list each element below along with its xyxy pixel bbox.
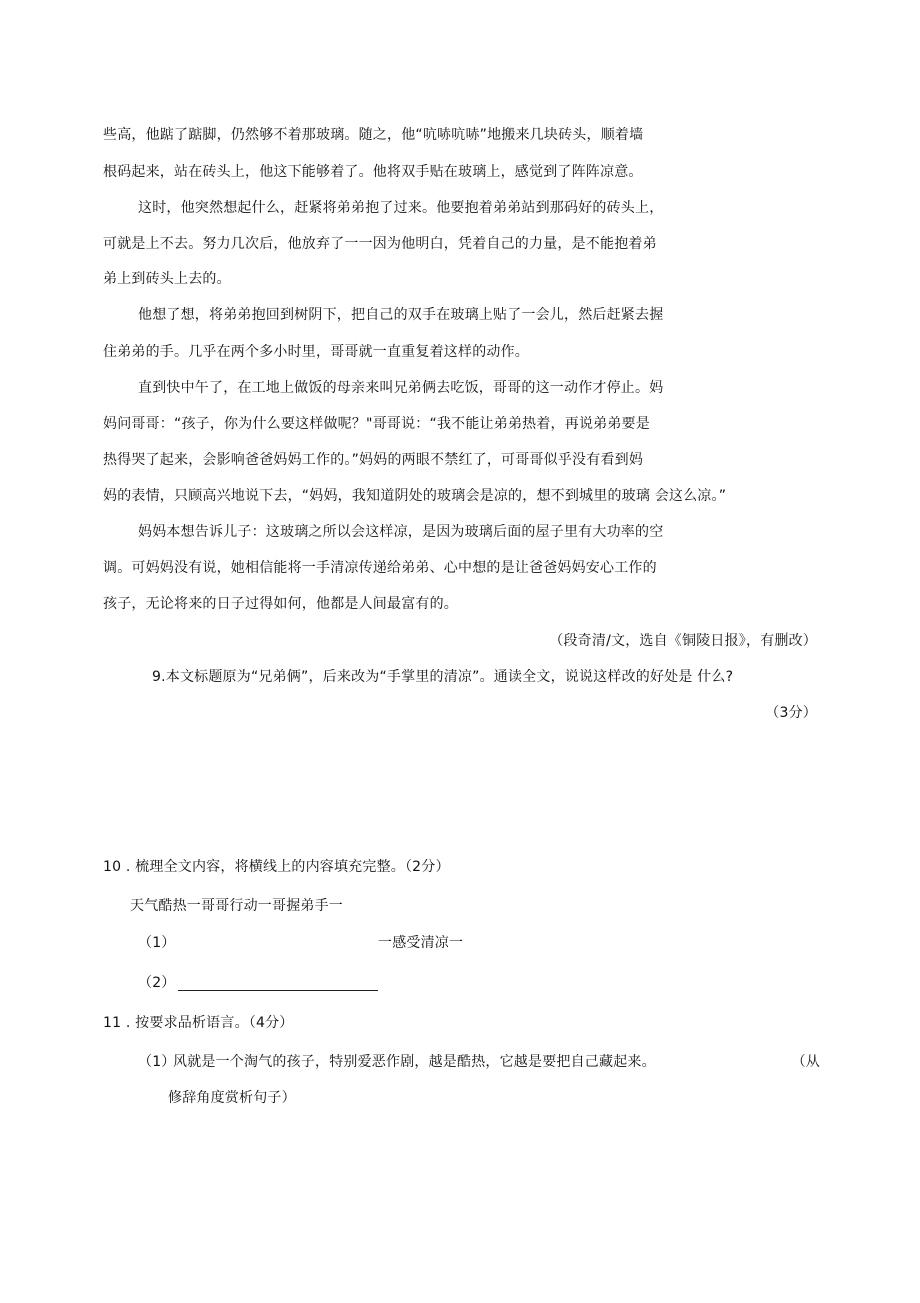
story-line: 妈的表情，只顾高兴地说下去，“妈妈，我知道阴处的玻璃会是凉的，想不到城里的玻璃 会这么凉。” [103,488,727,504]
answer-blank-line[interactable] [178,990,378,991]
story-line: 根码起来，站在砖头上，他这下能够着了。他将双手贴在玻璃上，感觉到了阵阵凉意。 [103,164,643,180]
story-line: 妈妈本想告诉儿子：这玻璃之所以会这样凉，是因为玻璃后面的屋子里有大功率的空 [138,524,664,540]
story-line: 弟上到砖头上去的。 [103,271,231,287]
story-line: 这时，他突然想起什么，赶紧将弟弟抱了过来。他要抱着弟弟站到那码好的砖头上， [138,200,664,216]
question-11: 11 . 按要求品析语言。（4分） [103,1015,294,1031]
question-10-item1-tail: 一感受清凉一 [378,935,464,951]
question-10-item2-label: （2） [138,975,176,991]
story-line: 可就是上不去。努力几次后，他放弃了一一因为他明白，凭着自己的力量，是不能抱着弟 [103,236,657,252]
question-11-item1-hint: （从 [791,1054,820,1070]
question-10-flow: 天气酷热一哥哥行动一哥握弟手一 [130,898,343,914]
story-line: 妈问哥哥：“孩子，你为什么要这样做呢？"哥哥说：“我不能让弟弟热着，再说弟弟要是 [103,416,650,432]
story-line: 他想了想，将弟弟抱回到树阴下，把自己的双手在玻璃上贴了一会儿，然后赶紧去握 [138,307,664,323]
story-line: 调。可妈妈没有说，她相信能将一手清凉传递给弟弟、心中想的是让爸爸妈妈安心工作的 [103,560,657,576]
source-attribution: （段奇清/文，选自《铜陵日报》，有删改） [549,633,817,649]
question-9-points: （3分） [765,705,817,721]
question-11-item1-hint-cont: 修辞角度赏析句子） [168,1090,296,1106]
question-10-item1-label: （1） [138,935,176,951]
question-11-item1-label: （1） [138,1054,176,1070]
story-line: 些高，他踮了踮脚，仍然够不着那玻璃。随之，他“吭哧吭哧”地搬来几块砖头，顺着墙 [103,127,644,143]
story-line: 热得哭了起来，会影响爸爸妈妈工作的。”妈妈的两眼不禁红了，可哥哥似乎没有看到妈 [103,452,644,468]
question-9: 9.本文标题原为“兄弟俩”，后来改为“手掌里的清凉”。通读全文，说说这样改的好处是 什么? [152,669,734,685]
story-line: 孩子，无论将来的日子过得如何，他都是人间最富有的。 [103,596,458,612]
story-line: 住弟弟的手。几乎在两个多小时里，哥哥就一直重复着这样的动作。 [103,344,529,360]
question-11-item1-text: 风就是一个淘气的孩子，特别爱恶作剧，越是酷热，它越是要把自己藏起来。 [173,1054,656,1070]
story-line: 直到快中午了，在工地上做饭的母亲来叫兄弟俩去吃饭，哥哥的这一动作才停止。妈 [138,380,664,396]
question-10: 10 . 梳理全文内容，将横线上的内容填充完整。（2分） [103,859,450,875]
